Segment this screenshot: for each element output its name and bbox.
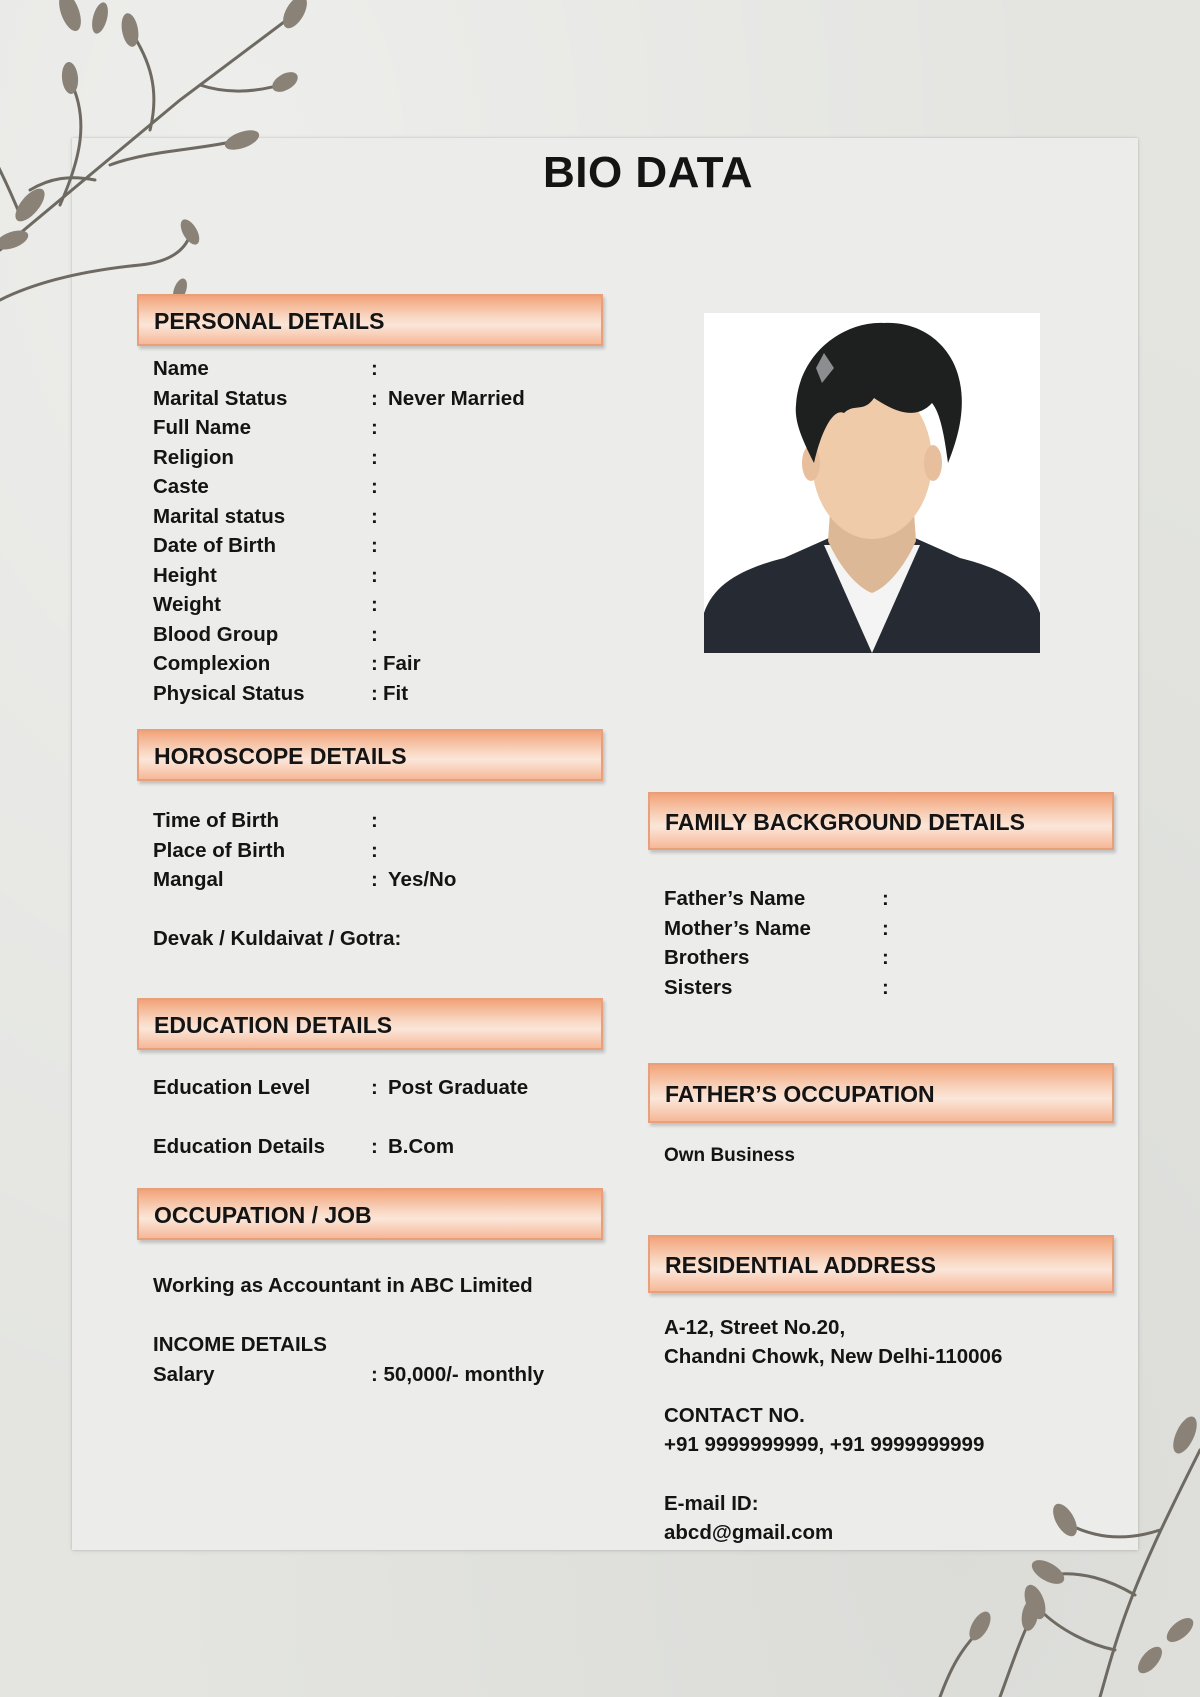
field-label: Sisters bbox=[664, 975, 733, 999]
education-level-label: Education Level bbox=[153, 1076, 311, 1099]
field-separator: : bbox=[371, 593, 378, 616]
field-separator: : bbox=[371, 504, 378, 528]
field-label: Brothers bbox=[664, 946, 750, 969]
salary-amount: 50,000/- monthly bbox=[383, 1363, 545, 1386]
address-line-2: Chandni Chowk, New Delhi-110006 bbox=[664, 1345, 1003, 1368]
field-value: Yes/No bbox=[388, 868, 457, 891]
field-label: Name bbox=[153, 357, 209, 380]
field-label: Physical Status bbox=[153, 681, 305, 705]
field-separator: : bbox=[371, 416, 378, 439]
father-occupation-header: FATHER’S OCCUPATION bbox=[648, 1063, 1114, 1123]
occupation-text: Working as Accountant in ABC Limited bbox=[153, 1274, 533, 1297]
income-details-heading: INCOME DETAILS bbox=[153, 1333, 327, 1356]
field-value: Never Married bbox=[388, 386, 525, 410]
field-label: Full Name bbox=[153, 416, 251, 439]
family-background-header: FAMILY BACKGROUND DETAILS bbox=[648, 792, 1114, 850]
salary-value: : 50,000/- monthly bbox=[371, 1363, 545, 1386]
education-level-value: Post Graduate bbox=[388, 1076, 529, 1099]
field-separator: : bbox=[882, 975, 889, 999]
field-separator: : bbox=[371, 868, 378, 891]
profile-avatar-icon bbox=[704, 313, 1040, 653]
field-label: Caste bbox=[153, 475, 209, 498]
education-details-header: EDUCATION DETAILS bbox=[137, 998, 603, 1050]
field-label: Date of Birth bbox=[153, 534, 276, 557]
field-label: Father’s Name bbox=[664, 887, 806, 910]
field-separator: : bbox=[371, 809, 378, 832]
contact-label: CONTACT NO. bbox=[664, 1404, 805, 1427]
field-separator: : bbox=[371, 386, 378, 410]
education-level-separator: : bbox=[371, 1076, 378, 1099]
address-line-1: A-12, Street No.20, bbox=[664, 1316, 846, 1339]
field-separator: : bbox=[371, 838, 378, 862]
field-separator: : bbox=[371, 622, 378, 646]
field-label: Mangal bbox=[153, 868, 224, 891]
page-title: BIO DATA bbox=[542, 148, 754, 197]
field-separator: : bbox=[371, 475, 378, 498]
profile-photo bbox=[704, 313, 1040, 653]
field-separator: : bbox=[882, 916, 889, 940]
education-details-separator: : bbox=[371, 1135, 378, 1158]
field-separator: : bbox=[371, 681, 378, 705]
field-separator: : bbox=[371, 445, 378, 469]
residential-address-header: RESIDENTIAL ADDRESS bbox=[648, 1235, 1114, 1293]
field-label: Blood Group bbox=[153, 622, 279, 646]
field-label: Weight bbox=[153, 593, 221, 616]
field-value: Fair bbox=[383, 652, 421, 675]
email-value: abcd@gmail.com bbox=[664, 1521, 834, 1544]
field-separator: : bbox=[371, 652, 378, 675]
email-label: E-mail ID: bbox=[664, 1492, 759, 1515]
field-separator: : bbox=[371, 357, 378, 380]
field-separator: : bbox=[371, 534, 378, 557]
field-label: Mother’s Name bbox=[664, 916, 811, 940]
gotra-label: Devak / Kuldaivat / Gotra: bbox=[153, 927, 402, 950]
field-label: Time of Birth bbox=[153, 809, 280, 832]
education-details-label: Education Details bbox=[153, 1135, 326, 1158]
salary-label: Salary bbox=[153, 1363, 215, 1386]
field-separator: : bbox=[882, 887, 889, 910]
father-occupation-text: Own Business bbox=[664, 1145, 795, 1166]
occupation-header: OCCUPATION / JOB bbox=[137, 1188, 603, 1240]
field-label: Marital status bbox=[153, 504, 286, 528]
field-label: Marital Status bbox=[153, 386, 288, 410]
field-label: Religion bbox=[153, 445, 234, 469]
field-value: Fit bbox=[383, 681, 409, 705]
personal-details-header: PERSONAL DETAILS bbox=[137, 294, 603, 346]
contact-value: +91 9999999999, +91 9999999999 bbox=[664, 1433, 985, 1456]
field-separator: : bbox=[882, 946, 889, 969]
field-label: Height bbox=[153, 563, 217, 587]
field-label: Place of Birth bbox=[153, 838, 286, 862]
horoscope-details-header: HOROSCOPE DETAILS bbox=[137, 729, 603, 781]
field-label: Complexion bbox=[153, 652, 271, 675]
field-separator: : bbox=[371, 563, 378, 587]
education-details-value: B.Com bbox=[388, 1135, 455, 1158]
